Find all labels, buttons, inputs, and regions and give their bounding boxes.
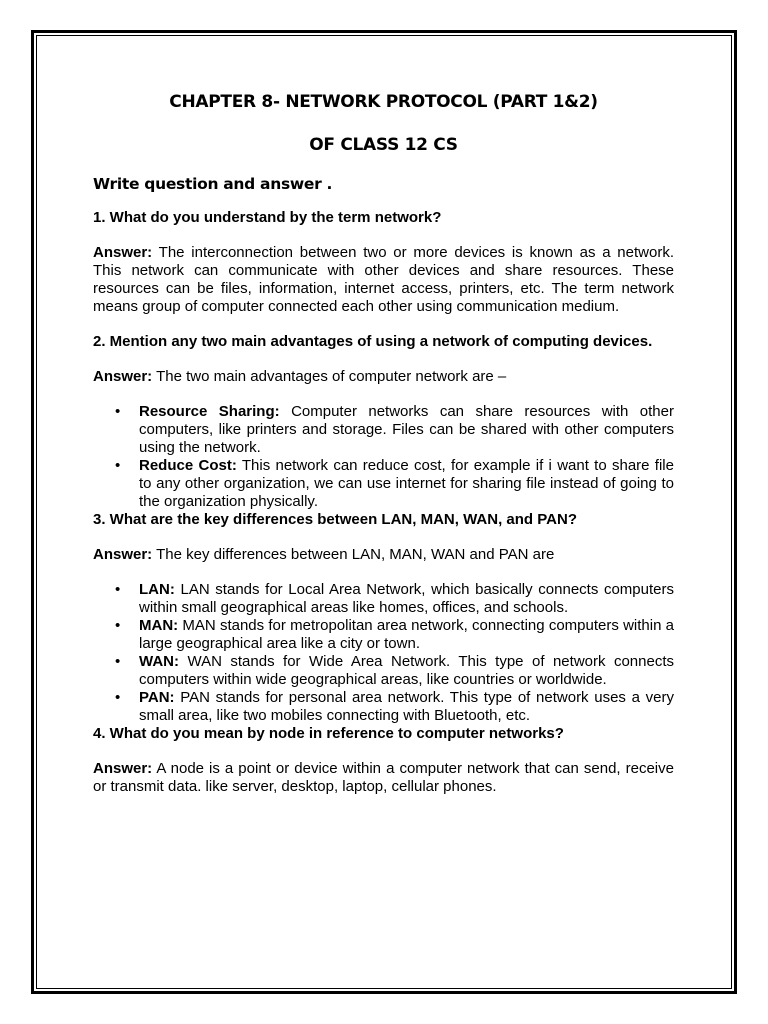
bullet-term: LAN:: [139, 581, 175, 598]
bullet-icon: •: [115, 617, 121, 634]
bullet-text: WAN stands for Wide Area Network. This type of network connects computers within wide geographical areas, like countries or worldwide.: [139, 653, 674, 688]
bullet-text: LAN stands for Local Area Network, which basically connects computers within small geographical areas like homes, offices, and schools.: [139, 581, 674, 616]
list-item: [115, 581, 674, 617]
question-2: 2. Mention any two main advantages of using a network of computing devices.: [93, 333, 653, 350]
answer-1: [93, 244, 674, 316]
answer-4-text: A node is a point or device within a computer network that can send, receive or transmit data. like server, desktop, laptop, cellular phones.: [93, 760, 674, 795]
answer-label: Answer:: [93, 244, 153, 261]
bullet-icon: •: [115, 689, 121, 706]
bullet-icon: •: [115, 581, 121, 598]
answer-label: Answer:: [93, 546, 153, 563]
answer-1-text: The interconnection between two or more devices is known as a network. This network can communicate with other devices and share resources. These resources can be files, information, internet access, printers, etc. The term network means group of computer connected each other using communication medium.: [93, 244, 674, 315]
list-item: [115, 653, 674, 689]
answer-label: Answer:: [93, 368, 153, 385]
title-line-2: OF CLASS 12 CS: [309, 135, 458, 155]
question-3: 3. What are the key differences between LAN, MAN, WAN, and PAN?: [93, 511, 577, 528]
question-4: 4. What do you mean by node in reference to computer networks?: [93, 725, 564, 742]
bullet-text: PAN stands for personal area network. This type of network uses a very small area, like two mobiles connecting with Bluetooth, etc.: [139, 689, 674, 724]
list-item: [115, 457, 674, 511]
list-item: [115, 617, 674, 653]
answer-2-text: The two main advantages of computer network are –: [156, 368, 507, 385]
bullet-term: Resource Sharing:: [139, 403, 280, 420]
bullet-text: Computer networks can share resources with other computers, like printers and storage. Files can be shared with other computers using the network.: [139, 403, 674, 456]
bullet-term: WAN:: [139, 653, 179, 670]
question-1: 1. What do you understand by the term network?: [93, 209, 442, 226]
answer-2: [93, 368, 674, 386]
instruction: Write question and answer .: [93, 175, 333, 193]
answer-2-bullets: [93, 403, 674, 511]
answer-3-bullets: [93, 581, 674, 725]
bullet-icon: •: [115, 457, 121, 474]
answer-3-text: The key differences between LAN, MAN, WAN and PAN are: [156, 546, 555, 563]
bullet-term: MAN:: [139, 617, 179, 634]
answer-3: [93, 546, 674, 564]
bullet-icon: •: [115, 653, 121, 670]
bullet-term: Reduce Cost:: [139, 457, 237, 474]
answer-label: Answer:: [93, 760, 153, 777]
title-line-1: CHAPTER 8- NETWORK PROTOCOL (PART 1&2): [169, 92, 598, 112]
list-item: [115, 403, 674, 457]
bullet-text: MAN stands for metropolitan area network, connecting computers within a large geographical area like a city or town.: [139, 617, 674, 652]
list-item: [115, 689, 674, 725]
bullet-icon: •: [115, 403, 121, 420]
answer-4: [93, 760, 674, 796]
bullet-term: PAN:: [139, 689, 175, 706]
bullet-text: This network can reduce cost, for example if i want to share file to any other organization, we can use internet for sharing file instead of going to the organization physically.: [139, 457, 674, 510]
document-body: [93, 90, 674, 813]
